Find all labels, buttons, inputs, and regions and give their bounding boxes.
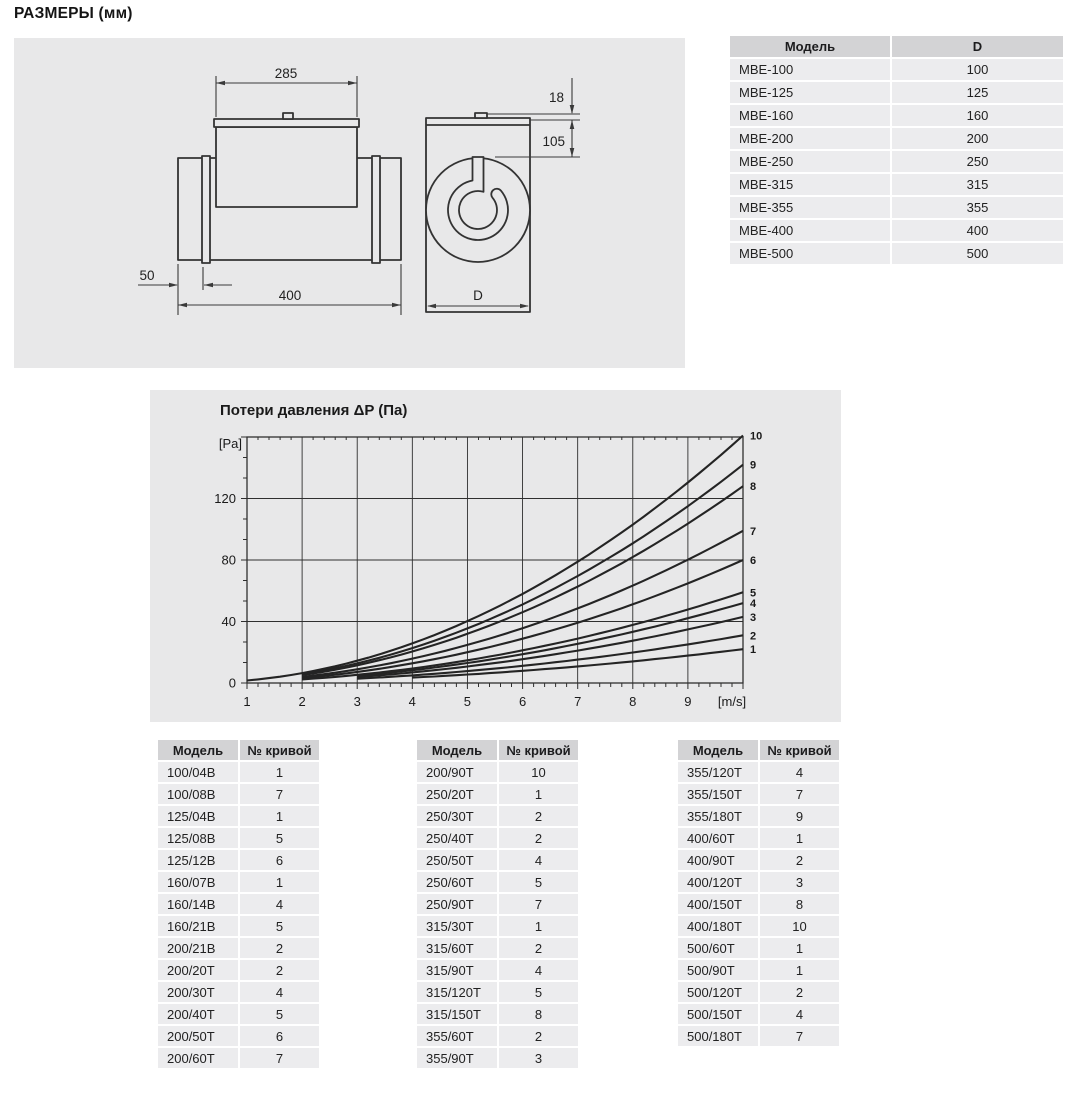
value-cell: 10 [499,762,578,782]
table-row [678,916,839,936]
model-cell: 400/150T [678,894,758,914]
x-tick-label: 5 [463,694,472,709]
value-cell: 4 [499,850,578,870]
model-cell: 400/120T [678,872,758,892]
value-cell: 8 [499,1004,578,1024]
value-cell: 5 [240,916,319,936]
value-cell: 2 [499,828,578,848]
value-cell: 1 [240,806,319,826]
value-cell: 125 [892,82,1063,103]
table-row [417,938,578,958]
value-cell: 2 [760,850,839,870]
model-cell: 355/60T [417,1026,497,1046]
table-row [678,828,839,848]
model-cell: 400/180T [678,916,758,936]
curve-label: 6 [750,555,757,567]
table-row [417,1026,578,1046]
table-row [417,828,578,848]
table-row [678,1026,839,1046]
table-row [158,916,319,936]
model-cell: 200/90T [417,762,497,782]
page-title: РАЗМЕРЫ (мм) [14,5,133,22]
curve-label: 5 [750,587,757,600]
table-row [158,784,319,804]
model-cell: 200/40T [158,1004,238,1024]
terminal-box-lid [214,119,359,127]
table-row [158,828,319,848]
table-row [158,1048,319,1068]
dimension-400 [178,264,401,315]
value-cell: 5 [499,872,578,892]
dim-label-400: 400 [278,288,302,303]
table-row [730,197,1063,218]
model-cell: 250/20T [417,784,497,804]
curve-table-1 [156,738,321,1070]
value-cell: 3 [760,872,839,892]
table-row [678,762,839,782]
value-cell: 2 [240,938,319,958]
value-cell: 10 [760,916,839,936]
value-cell: 5 [240,1004,319,1024]
table-row [417,806,578,826]
model-cell: 250/40T [417,828,497,848]
table-row [158,894,319,914]
value-cell: 160 [892,105,1063,126]
table-row [678,960,839,980]
dim-label-18: 18 [548,90,564,105]
model-cell: 125/12B [158,850,238,870]
table-row [158,1026,319,1046]
model-cell: 250/60T [417,872,497,892]
column-header: Модель [730,36,890,57]
table-row [417,872,578,892]
value-cell: 200 [892,128,1063,149]
x-tick-label: 4 [408,694,416,709]
table-row [678,784,839,804]
table-row [678,850,839,870]
terminal-box [216,127,357,207]
value-cell: 1 [760,960,839,980]
value-cell: 4 [240,982,319,1002]
model-cell: MBE-250 [730,151,890,172]
dimension-50 [138,267,232,290]
table-row [417,960,578,980]
model-cell: 400/60T [678,828,758,848]
model-cell: 500/60T [678,938,758,958]
table-row [158,806,319,826]
model-cell: MBE-200 [730,128,890,149]
value-cell: 6 [240,850,319,870]
value-cell: 7 [760,1026,839,1046]
model-cell: MBE-355 [730,197,890,218]
header-row [158,740,319,760]
table-row [417,850,578,870]
x-tick-label: 3 [353,694,361,709]
model-cell: 250/30T [417,806,497,826]
table-row [417,784,578,804]
table-row [730,59,1063,80]
model-cell: 200/30T [158,982,238,1002]
header-row [678,740,839,760]
model-cell: 315/90T [417,960,497,980]
model-cell: 315/30T [417,916,497,936]
dim-label-105: 105 [542,134,565,149]
table-row [158,982,319,1002]
table-row [730,128,1063,149]
pressure-loss-chart [150,390,841,722]
table-row [730,174,1063,195]
curve-label: 4 [750,598,757,611]
model-cell: 355/90T [417,1048,497,1068]
value-cell: 4 [240,894,319,914]
model-cell: 500/150T [678,1004,758,1024]
value-cell: 7 [240,784,319,804]
column-header: D [892,36,1063,57]
x-tick-label: 7 [574,694,582,709]
curve-4 [357,603,743,676]
table-row [417,1048,578,1068]
dimension-285 [216,66,357,117]
value-cell: 3 [499,1048,578,1068]
x-tick-label: 2 [298,694,306,709]
chart-title: Потери давления ΔP (Па) [220,402,408,419]
value-cell: 7 [240,1048,319,1068]
model-cell: 500/90T [678,960,758,980]
model-cell: 355/180T [678,806,758,826]
table-row [417,1004,578,1024]
column-header: № кривой [240,740,319,760]
y-tick-label: 0 [228,675,236,691]
flange-right [372,156,380,263]
table-row [417,916,578,936]
dimension-18 [487,78,580,114]
curve-label: 10 [750,430,763,443]
value-cell: 4 [499,960,578,980]
value-cell: 1 [240,872,319,892]
table-row [730,151,1063,172]
value-cell: 1 [240,762,319,782]
curve-label: 7 [750,525,757,538]
side-view [178,113,401,263]
model-cell: 315/60T [417,938,497,958]
table-row [158,850,319,870]
model-cell: 355/150T [678,784,758,804]
curve-label: 3 [750,611,757,624]
table-row [678,938,839,958]
y-tick-label: 120 [214,491,236,506]
value-cell: 355 [892,197,1063,218]
value-cell: 7 [760,784,839,804]
curve-label: 2 [750,630,757,643]
table-row [417,894,578,914]
front-view [426,113,530,312]
table-row [158,938,319,958]
table-row [730,243,1063,264]
column-header: № кривой [760,740,839,760]
dim-label-50: 50 [139,268,155,283]
table-row [730,105,1063,126]
table-row [730,220,1063,241]
table-row [730,82,1063,103]
axis-ticks [241,437,743,689]
value-cell: 315 [892,174,1063,195]
column-header: № кривой [499,740,578,760]
model-cell: MBE-125 [730,82,890,103]
header-row [417,740,578,760]
table-row [158,762,319,782]
model-cell: 250/90T [417,894,497,914]
model-cell: 250/50T [417,850,497,870]
value-cell: 2 [240,960,319,980]
curve-label: 9 [750,459,757,472]
value-cell: 1 [760,938,839,958]
y-axis-unit: [Pa] [218,436,242,451]
model-cell: 500/120T [678,982,758,1002]
value-cell: 1 [499,916,578,936]
table-row [678,872,839,892]
model-cell: 200/60T [158,1048,238,1068]
lid-knob [283,113,293,119]
header-row [730,36,1063,57]
value-cell: 2 [499,1026,578,1046]
y-tick-label: 40 [221,614,236,629]
value-cell: 100 [892,59,1063,80]
model-cell: 125/04B [158,806,238,826]
model-cell: MBE-160 [730,105,890,126]
front-knob [475,113,487,118]
model-dimension-table [728,34,1065,266]
x-axis-unit: [m/s] [717,694,747,709]
table-row [417,982,578,1002]
value-cell: 2 [499,938,578,958]
table-row [158,960,319,980]
table-row [678,806,839,826]
model-cell: 100/08B [158,784,238,804]
model-cell: 160/07B [158,872,238,892]
model-cell: 200/21B [158,938,238,958]
y-tick-label: 80 [221,552,236,568]
value-cell: 400 [892,220,1063,241]
curve-label: 1 [750,644,757,657]
value-cell: 4 [760,1004,839,1024]
value-cell: 2 [760,982,839,1002]
value-cell: 7 [499,894,578,914]
table-row [158,1004,319,1024]
value-cell: 1 [760,828,839,848]
value-cell: 9 [760,806,839,826]
table-row [158,872,319,892]
column-header: Модель [417,740,497,760]
table-row [678,894,839,914]
value-cell: 2 [499,806,578,826]
value-cell: 4 [760,762,839,782]
model-cell: MBE-315 [730,174,890,195]
value-cell: 5 [240,828,319,848]
value-cell: 250 [892,151,1063,172]
pressure-loss-chart-panel [150,390,841,722]
duct-heater-drawing [14,38,685,368]
model-cell: 500/180T [678,1026,758,1046]
model-cell: 160/21B [158,916,238,936]
model-cell: 355/120T [678,762,758,782]
model-cell: MBE-400 [730,220,890,241]
model-cell: 200/20T [158,960,238,980]
value-cell: 5 [499,982,578,1002]
table-row [417,762,578,782]
dim-label-D: D [473,288,483,303]
model-cell: 400/90T [678,850,758,870]
dim-label-285: 285 [274,66,298,81]
column-header: Модель [158,740,238,760]
x-tick-label: 6 [518,694,527,709]
x-tick-label: 8 [629,694,637,709]
value-cell: 6 [240,1026,319,1046]
table-row [678,982,839,1002]
model-cell: MBE-100 [730,59,890,80]
model-cell: 315/120T [417,982,497,1002]
table-row [678,1004,839,1024]
x-tick-label: 1 [243,694,251,709]
curve-label: 8 [750,481,757,494]
model-cell: 315/150T [417,1004,497,1024]
flange-left [202,156,210,263]
curve-table-3 [676,738,841,1048]
value-cell: 8 [760,894,839,914]
column-header: Модель [678,740,758,760]
model-cell: 100/04B [158,762,238,782]
value-cell: 500 [892,243,1063,264]
dimensions-drawing-panel [14,38,685,368]
value-cell: 1 [499,784,578,804]
x-tick-label: 9 [684,694,692,709]
model-cell: 200/50T [158,1026,238,1046]
model-cell: 160/14B [158,894,238,914]
curve-10 [247,436,743,681]
model-cell: 125/08B [158,828,238,848]
curve-table-2 [415,738,580,1070]
model-cell: MBE-500 [730,243,890,264]
